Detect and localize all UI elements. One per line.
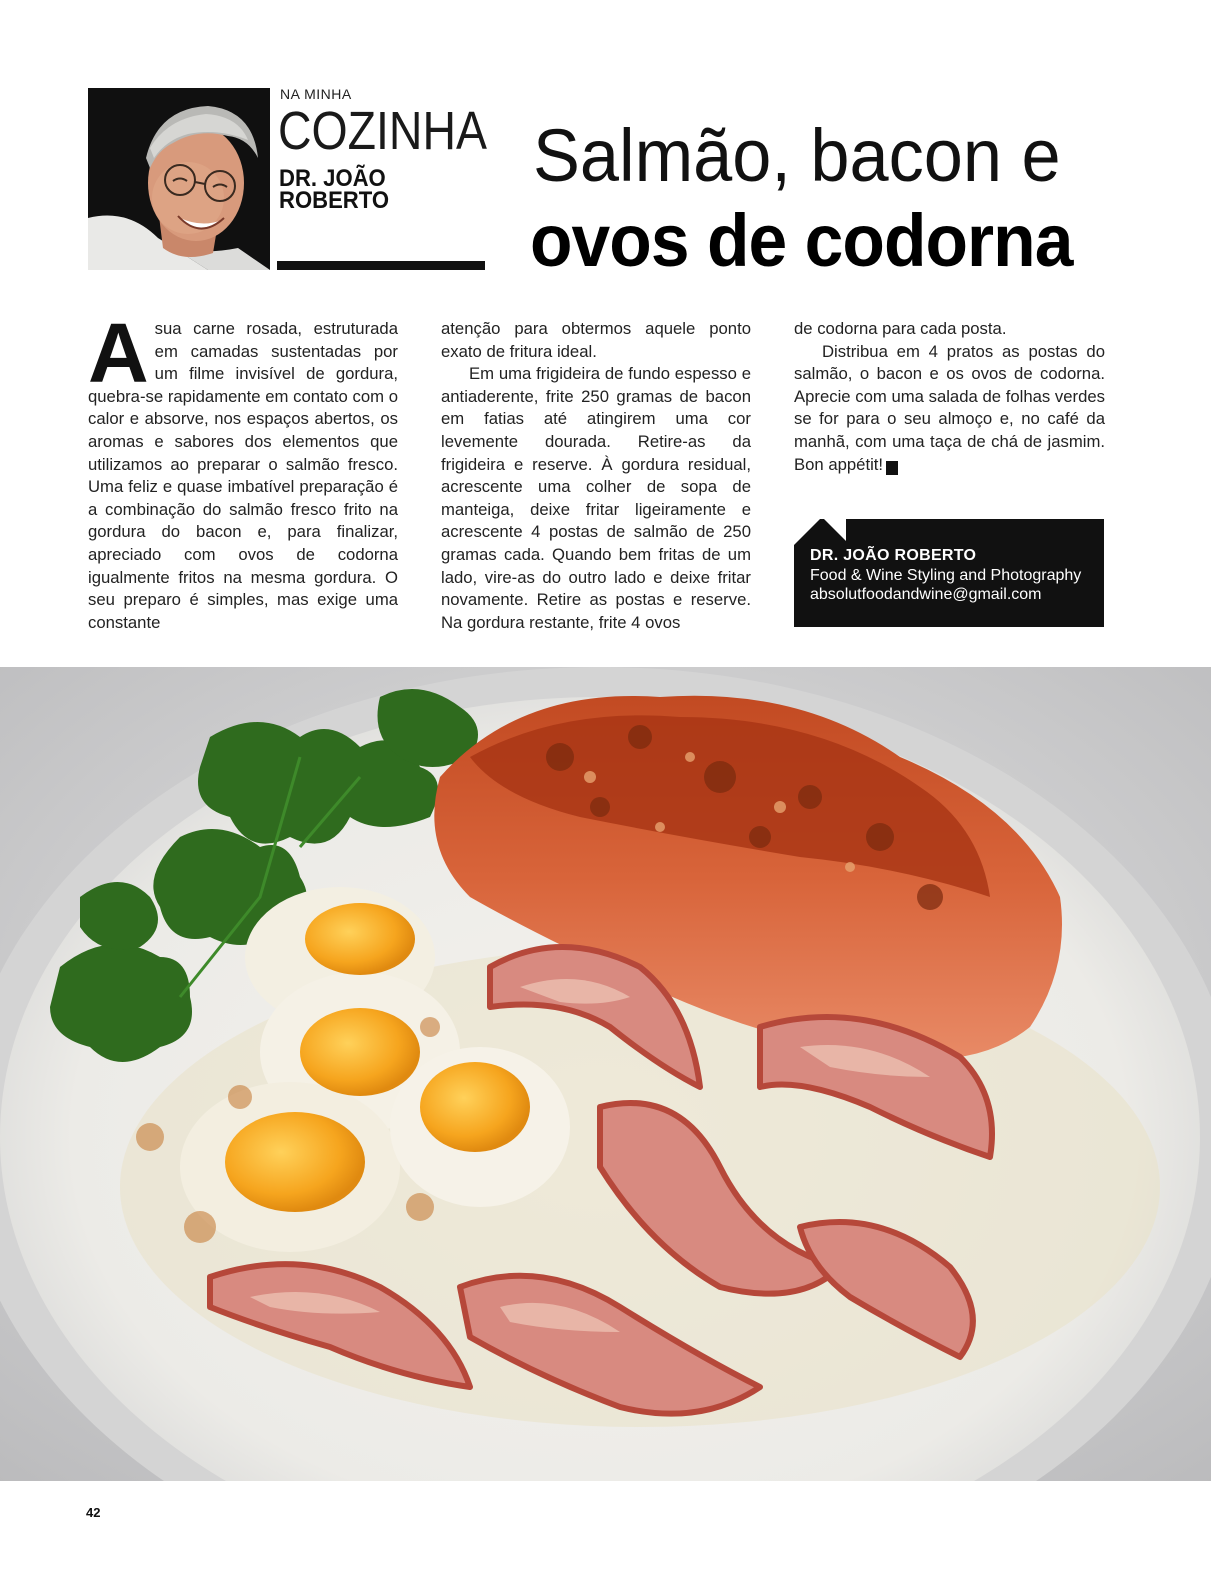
column-kicker: NA MINHA xyxy=(280,86,352,102)
credit-name: DR. JOÃO ROBERTO xyxy=(810,547,977,564)
article-paragraph-3-text: Distribua em 4 pratos as postas do salmão, o bacon e os ovos de codorna. Aprecie com uma salada de folhas verdes se for para o seu almoço e, no café da manhã, com uma taça de chá de jasmim. Bon appétit! xyxy=(794,341,1105,474)
credit-role: Food & Wine Styling and Photography xyxy=(810,567,1082,584)
article-paragraph-2: Em uma frigideira de fundo espesso e antiaderente, frite 250 gramas de bacon em fatias até atingirem uma cor levemente dourada. Retire-as da frigideira e reserve. À gordura residual, acrescente uma colher de sopa de manteiga, deixe fritar ligeiramente e acrescente 4 postas de salmão de 250 gramas cada. Quando bem fritas de um lado, vire-as do outro lado e deixe fritar novamente. Retire as postas e reserve. Na gordura restante, frite 4 ovos xyxy=(441,364,751,632)
credit-email: absolutfoodandwine@gmail.com xyxy=(810,586,1042,603)
article-paragraph-3 xyxy=(794,341,1105,477)
column-author-line2: ROBERTO xyxy=(279,187,390,214)
article-title-line2: ovos de codorna xyxy=(530,199,1073,282)
credit-notch-right xyxy=(824,519,846,541)
page-number: 42 xyxy=(86,1505,101,1520)
credit-notch xyxy=(794,519,820,545)
article-column-3 xyxy=(794,318,1105,476)
article-title-line1: Salmão, bacon e xyxy=(533,114,1061,197)
article-paragraph-2-cont: de codorna para cada posta. xyxy=(794,319,1007,338)
author-portrait xyxy=(88,88,270,270)
dish-photo xyxy=(0,667,1211,1481)
article-paragraph-1: sua carne rosada, estruturada em camadas sustentadas por um filme invisível de gordura, quebra-se rapidamente em contato com o calor e absorve, nos espaços abertos, os aromas e sabores dos elementos que utilizamos ao preparar o salmão fresco. Uma feliz e quase imbatível preparação é a combinação do salmão fresco frito na gordura do bacon e, para finalizar, apreciado com ovos de codorna igualmente fritos na mesma gordura. O seu preparo é simples, mas exige uma constante xyxy=(88,319,398,632)
end-mark-icon: r xyxy=(886,461,898,475)
author-portrait-image xyxy=(88,88,270,270)
dish-photo-image xyxy=(0,667,1211,1481)
drop-cap: A xyxy=(88,306,149,400)
article-paragraph-1-cont: atenção para obtermos aquele ponto exato de fritura ideal. xyxy=(441,319,751,361)
article-column-1 xyxy=(88,306,398,634)
article-column-2 xyxy=(441,318,751,634)
credit-text xyxy=(810,546,1081,604)
column-title: COZINHA xyxy=(278,101,487,161)
column-author xyxy=(279,165,390,214)
author-credit-box xyxy=(794,519,1104,627)
column-author-line1: DR. JOÃO xyxy=(279,165,386,192)
header-rule xyxy=(277,261,485,270)
